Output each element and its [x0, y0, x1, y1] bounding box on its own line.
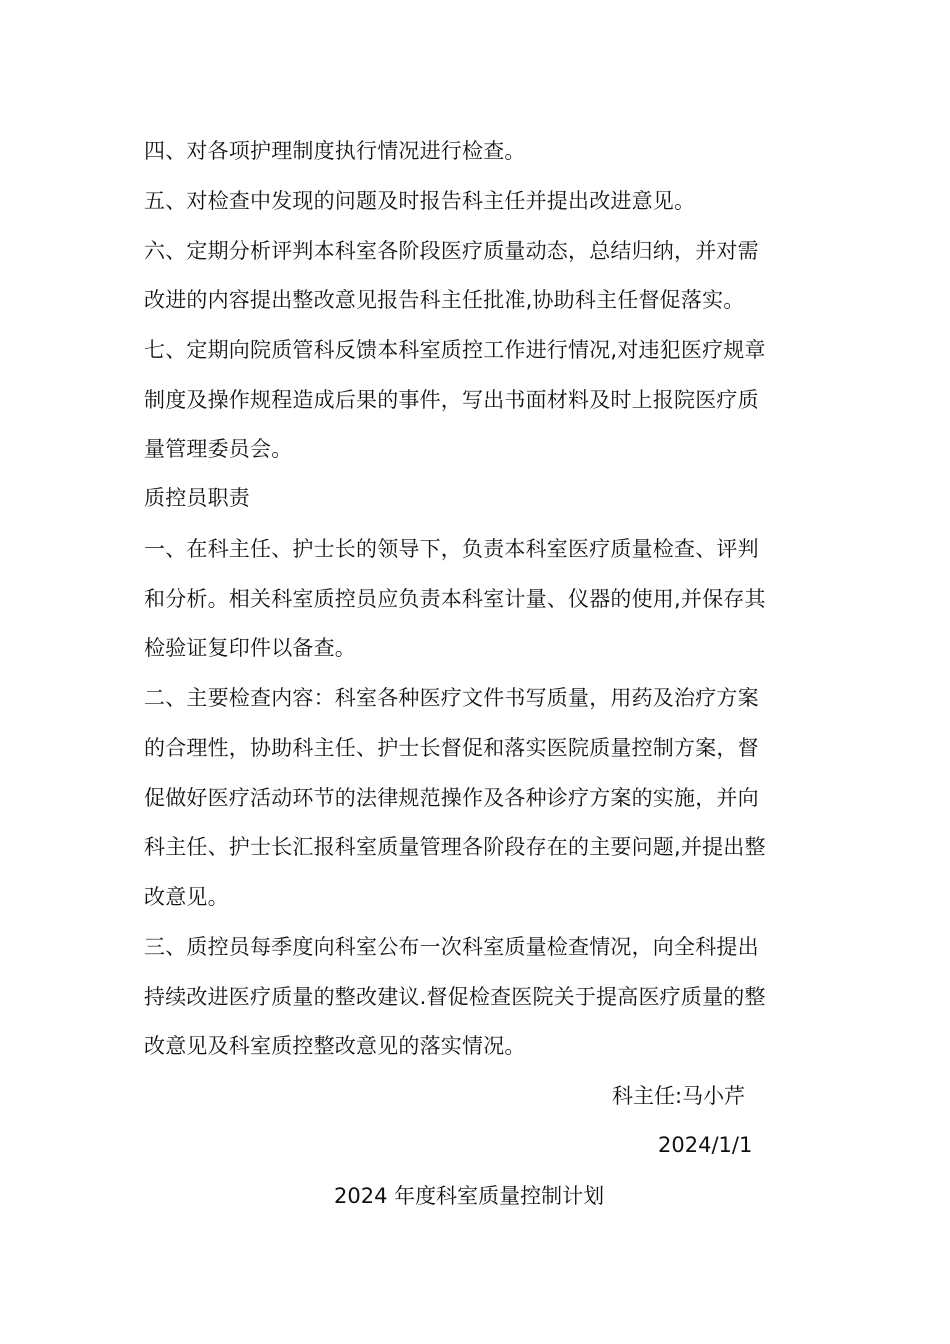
text-line: 促做好医疗活动环节的法律规范操作及各种诊疗方案的实施，并向: [144, 786, 759, 810]
text-line: 改进的内容提出整改意见报告科主任批准,协助科主任督促落实。: [144, 288, 745, 312]
signature: 科主任:马小芹: [612, 1084, 746, 1108]
text-line: 持续改进医疗质量的整改建议.督促检查医院关于提高医疗质量的整: [144, 985, 766, 1009]
text-line: 检验证复印件以备查。: [144, 636, 356, 660]
text-line: 和分析。相关科室质控员应负责本科室计量、仪器的使用,并保存其: [144, 587, 766, 611]
next-section-title: 2024 年度科室质量控制计划: [334, 1184, 605, 1208]
section-heading: 质控员职责: [144, 486, 250, 510]
text-line: 改意见及科室质控整改意见的落实情况。: [144, 1034, 526, 1058]
text-line: 六、定期分析评判本科室各阶段医疗质量动态，总结归纳，并对需: [144, 239, 759, 263]
text-line: 科主任、护士长汇报科室质量管理各阶段存在的主要问题,并提出整: [144, 835, 766, 859]
text-line: 三、质控员每季度向科室公布一次科室质量检查情况，向全科提出: [144, 935, 759, 959]
text-line: 四、对各项护理制度执行情况进行检查。: [144, 139, 526, 163]
text-line: 改意见。: [144, 885, 229, 909]
text-line: 制度及操作规程造成后果的事件，写出书面材料及时上报院医疗质: [144, 388, 759, 412]
text-line: 一、在科主任、护士长的领导下，负责本科室医疗质量检查、评判: [144, 537, 759, 561]
text-line: 量管理委员会。: [144, 437, 293, 461]
text-line: 七、定期向院质管科反馈本科室质控工作进行情况,对违犯医疗规章: [144, 338, 766, 362]
text-line: 二、主要检查内容：科室各种医疗文件书写质量，用药及治疗方案: [144, 686, 759, 710]
text-line: 五、对检查中发现的问题及时报告科主任并提出改进意见。: [144, 189, 696, 213]
document-date: 2024/1/1: [658, 1133, 753, 1157]
text-line: 的合理性，协助科主任、护士长督促和落实医院质量控制方案，督: [144, 736, 759, 760]
